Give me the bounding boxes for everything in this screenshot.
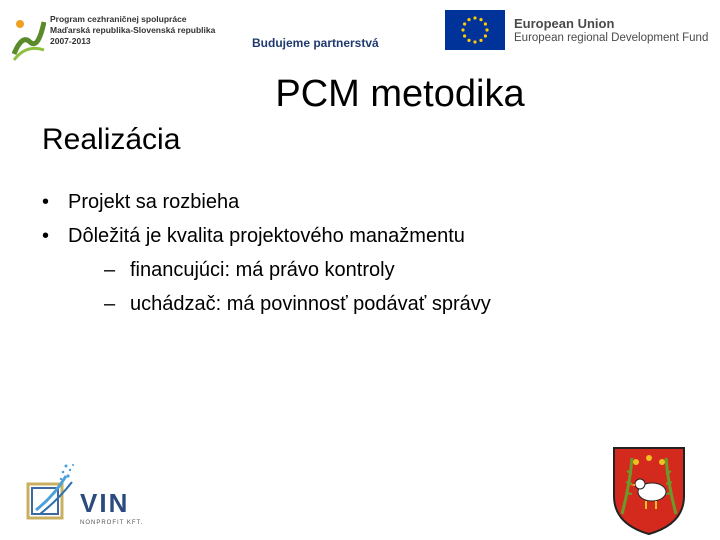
eu-fund-name: European regional Development Fund bbox=[514, 32, 709, 44]
sub-bullet-text: financujúci: má právo kontroly bbox=[130, 259, 395, 281]
bullet-text: Dôležitá je kvalita projektového manažmentu bbox=[68, 225, 465, 247]
program-line: 2007-2013 bbox=[50, 36, 91, 46]
slide-subtitle: Realizácia bbox=[42, 123, 181, 156]
bullet-mark: • bbox=[42, 225, 50, 247]
bullet-text: Projekt sa rozbieha bbox=[68, 191, 240, 213]
sub-bullet-mark: – bbox=[104, 259, 116, 281]
coat-of-arms-icon bbox=[610, 444, 688, 536]
vin-logo-text: VIN bbox=[80, 488, 130, 518]
vin-logo-icon bbox=[26, 462, 146, 528]
eu-flag-icon bbox=[445, 10, 505, 50]
program-line: Program cezhraničnej spolupráce bbox=[50, 14, 187, 24]
slogan: Budujeme partnerstvá bbox=[252, 36, 379, 50]
bullet-list bbox=[40, 190, 491, 326]
slide-title: PCM metodika bbox=[275, 73, 525, 115]
sub-bullet-mark: – bbox=[104, 293, 116, 315]
bullet-item bbox=[40, 224, 491, 258]
bullet-mark: • bbox=[42, 191, 50, 213]
sub-bullet-text: uchádzač: má povinnosť podávať správy bbox=[130, 293, 491, 315]
sub-bullet-item bbox=[74, 258, 491, 292]
program-logo-icon bbox=[12, 14, 46, 62]
header bbox=[0, 0, 720, 70]
sub-bullet-item bbox=[74, 292, 491, 326]
program-name bbox=[50, 14, 215, 47]
bullet-item bbox=[40, 190, 491, 224]
vin-logo-subtext: NONPROFIT KFT. bbox=[80, 520, 144, 526]
eu-title: European Union bbox=[514, 16, 615, 31]
program-line: Maďarská republika-Slovenská republika bbox=[50, 25, 216, 35]
